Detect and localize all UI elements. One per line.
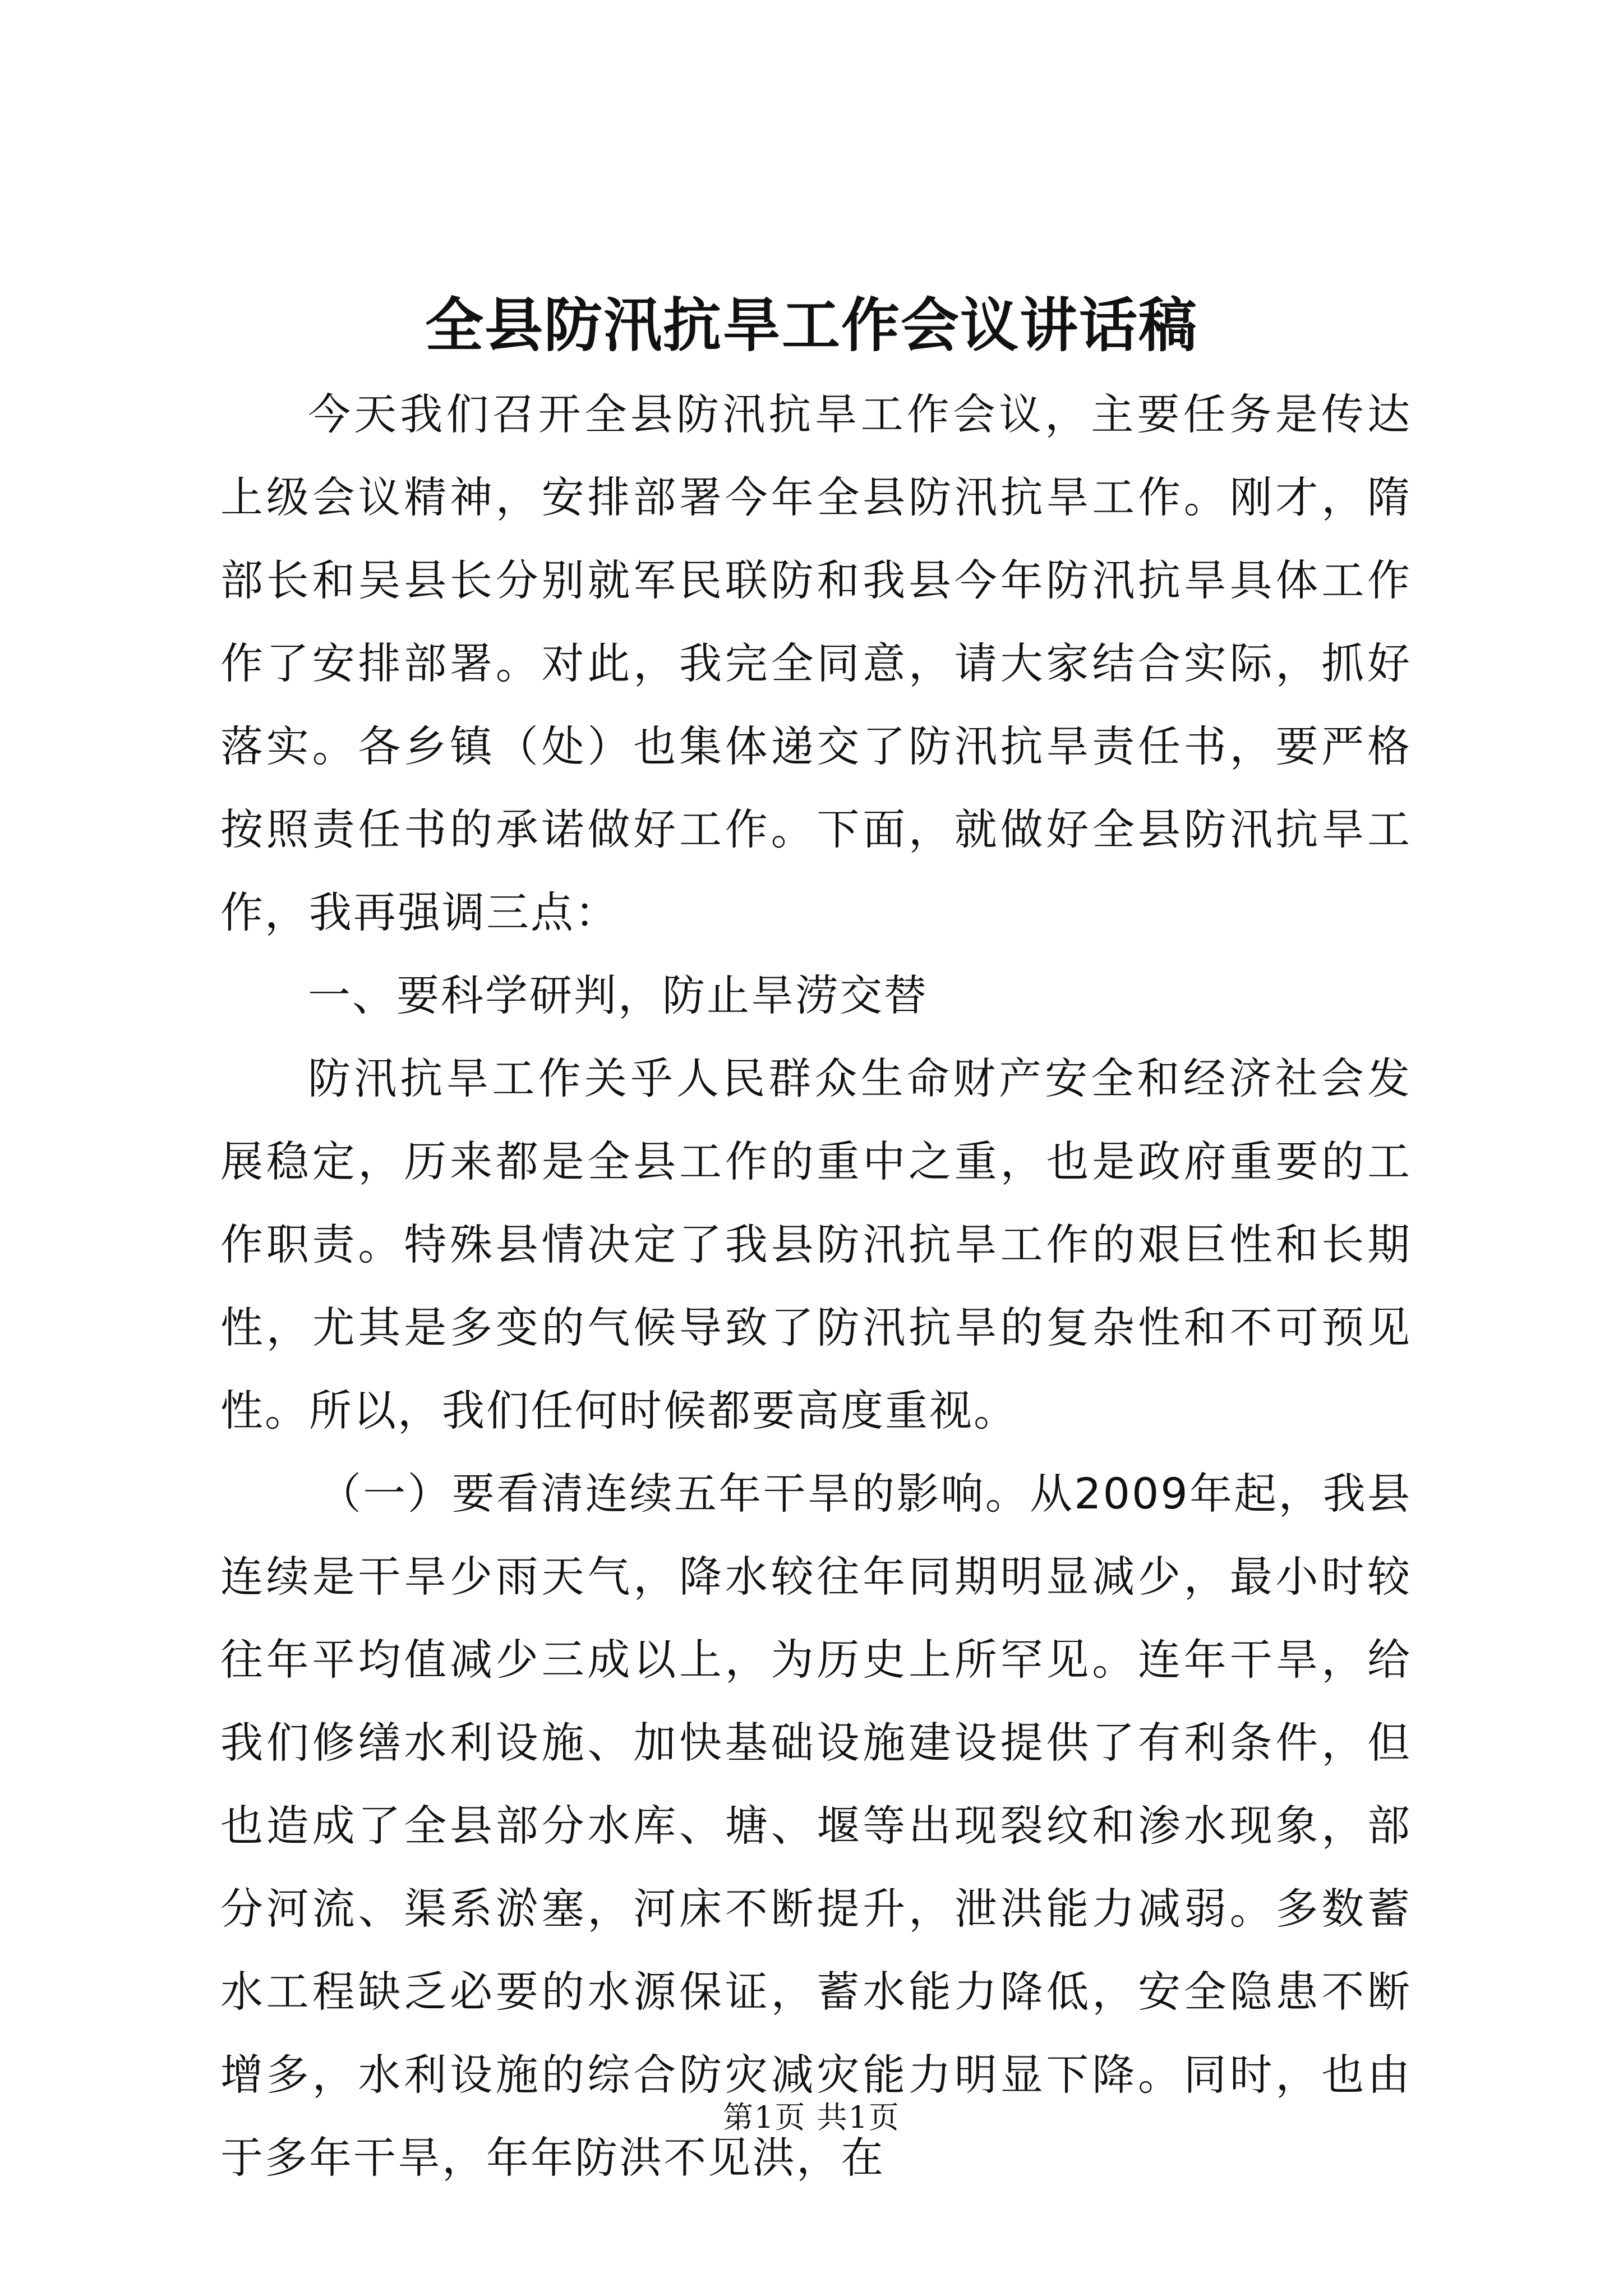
document-body xyxy=(220,373,1412,2200)
paragraph-subsection-1: （一）要看清连续五年干旱的影响。从2009年起，我县连续是干旱少雨天气，降水较往年同期明显减少，最小时较往年平均值减少三成以上，为历史上所罕见。连年干旱，给我们修缮水利设施、加快基础设施建设提供了有利条件，但也造成了全县部分水库、塘、堰等出现裂纹和渗水现象，部分河流、渠系淤塞，河床不断提升，泄洪能力减弱。多数蓄水工程缺乏必要的水源保证，蓄水能力降低，安全隐患不断增多，水利设施的综合防灾减灾能力明显下降。同时，也由于多年干旱，年年防洪不见洪，在 xyxy=(220,1469,1412,2183)
paragraph-section-1: 防汛抗旱工作关乎人民群众生命财产安全和经济社会发展稳定，历来都是全县工作的重中之重，也是政府重要的工作职责。特殊县情决定了我县防汛抗旱工作的艰巨性和长期性，尤其是多变的气候导致了防汛抗旱的复杂性和不可预见性。所以，我们任何时候都要高度重视。 xyxy=(220,1053,1412,1435)
section-heading-1: 一、要科学研判，防止旱涝交替 xyxy=(308,970,928,1020)
paragraph-intro: 今天我们召开全县防汛抗旱工作会议，主要任务是传达上级会议精神，安排部署今年全县防汛抗旱工作。刚才，隋部长和吴县长分别就军民联防和我县今年防汛抗旱具体工作作了安排部署。对此，我完全同意，请大家结合实际，抓好落实。各乡镇（处）也集体递交了防汛抗旱责任书，要严格按照责任书的承诺做好工作。下面，就做好全县防汛抗旱工作，我再强调三点： xyxy=(220,389,1412,937)
page-footer: 第1页 共1页 xyxy=(723,2100,900,2135)
page-title: 全县防汛抗旱工作会议讲话稿 xyxy=(425,291,1198,360)
